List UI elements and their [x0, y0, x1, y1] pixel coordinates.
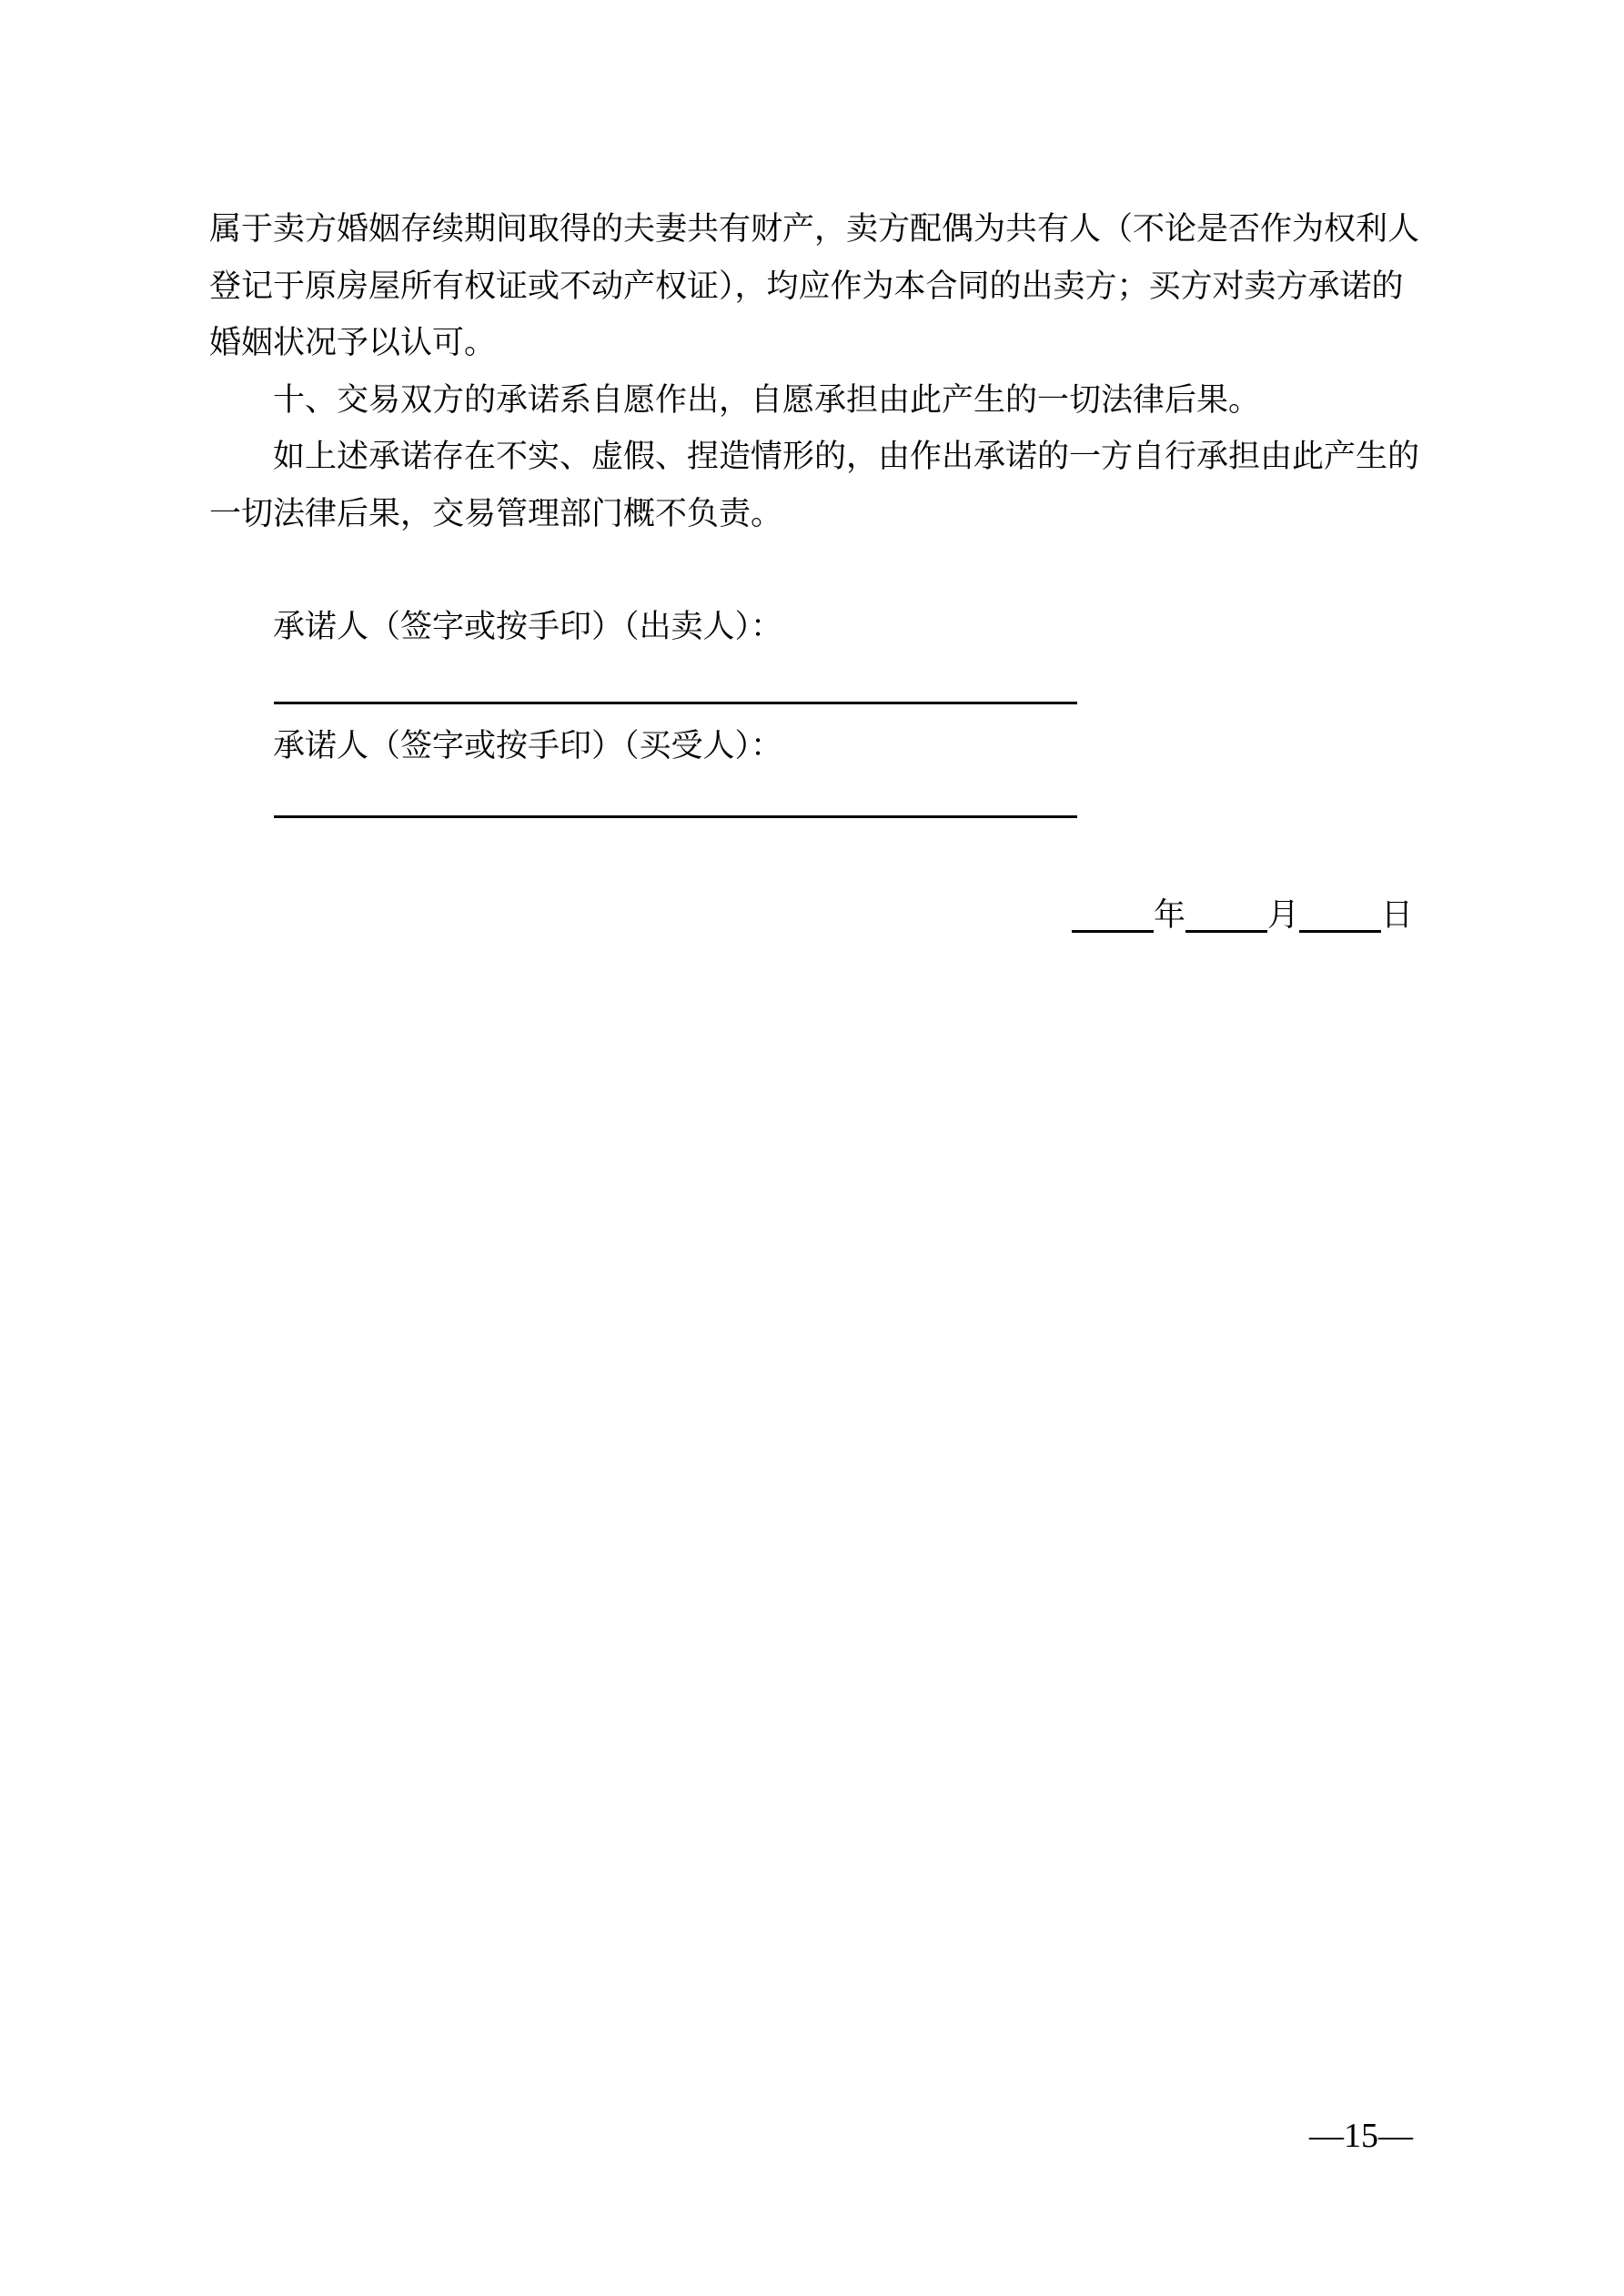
paragraph-line: 属于卖方婚姻存续期间取得的夫妻共有财产，卖方配偶为共有人（不论是否作为权利人 [209, 211, 1420, 247]
seller-signature-line [274, 702, 1077, 704]
year-label: 年 [1153, 897, 1185, 933]
paragraph-line: 婚姻状况予以认可。 [209, 325, 497, 360]
buyer-signature-label: 承诺人（签字或按手印）（买受人）： [273, 728, 783, 764]
date-line [1072, 899, 1413, 933]
seller-signature-label: 承诺人（签字或按手印）（出卖人）： [273, 609, 783, 644]
year-blank-line [1072, 926, 1154, 933]
day-blank-line [1299, 926, 1381, 933]
day-label: 日 [1380, 897, 1413, 933]
paragraph-line: 如上述承诺存在不实、虚假、捏造情形的，由作出承诺的一方自行承担由此产生的 [273, 439, 1420, 474]
month-blank-line [1185, 926, 1267, 933]
month-label: 月 [1266, 897, 1299, 933]
page-number: —15— [1309, 2117, 1413, 2155]
paragraph-line: 登记于原房屋所有权证或不动产权证），均应作为本合同的出卖方；买方对卖方承诺的 [209, 268, 1404, 304]
paragraph-line-clause-ten: 十、交易双方的承诺系自愿作出，自愿承担由此产生的一切法律后果。 [273, 381, 1261, 418]
buyer-signature-line [274, 815, 1077, 818]
paragraph-line: 一切法律后果，交易管理部门概不负责。 [209, 495, 783, 531]
paragraph-block [209, 201, 1419, 542]
